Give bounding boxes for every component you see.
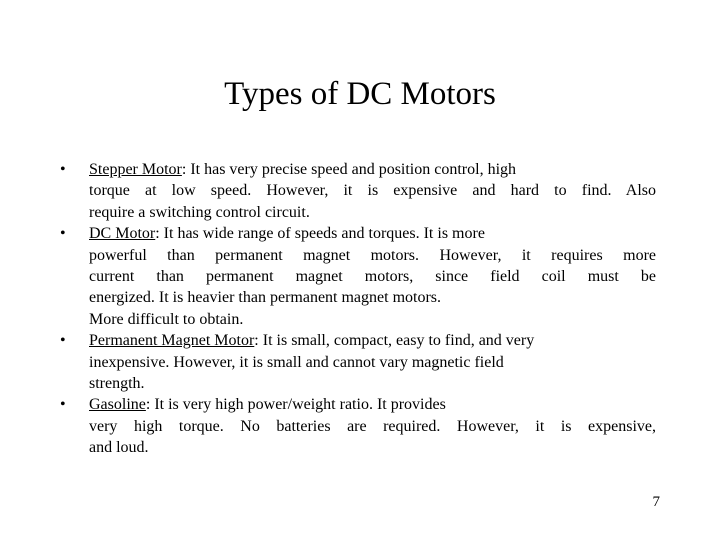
bullet-line: More difficult to obtain.: [89, 310, 244, 328]
bullet-item-gasoline: [60, 394, 656, 458]
bullet-line: [89, 394, 656, 415]
bullet-line: [89, 330, 656, 351]
bullet-icon: •: [60, 225, 66, 243]
bullet-icon: •: [60, 161, 66, 178]
bullet-line: current than permanent magnet motors, since field coil must be: [89, 268, 656, 286]
bullet-item-dc-motor: [60, 223, 656, 330]
bullet-list: [60, 159, 656, 459]
bullet-text: : It is small, compact, easy to find, and very: [254, 332, 535, 350]
bullet-line: inexpensive. However, it is small and cannot vary magnetic field: [89, 353, 504, 371]
bullet-icon: •: [60, 332, 66, 350]
bullet-item-stepper-motor: [60, 159, 656, 223]
bullet-line: [89, 223, 656, 244]
bullet-line: powerful than permanent magnet motors. However, it requires more: [89, 246, 656, 264]
term-label: Stepper Motor: [89, 161, 182, 178]
term-label: Gasoline: [89, 396, 146, 414]
bullet-text: : It has wide range of speeds and torques. It is more: [155, 225, 485, 243]
bullet-line: require a switching control circuit.: [89, 203, 310, 221]
bullet-line: very high torque. No batteries are required. However, it is expensive,: [89, 417, 656, 435]
bullet-text: : It has very precise speed and position control, high: [181, 161, 517, 178]
page-number: 7: [652, 494, 660, 510]
bullet-line: and loud.: [89, 439, 149, 457]
bullet-line: strength.: [89, 375, 145, 393]
bullet-line: energized. It is heavier than permanent magnet motors.: [89, 289, 442, 307]
bullet-item-permanent-magnet-motor: [60, 330, 656, 394]
term-label: Permanent Magnet Motor: [89, 332, 255, 350]
bullet-text: : It is very high power/weight ratio. It provides: [145, 396, 446, 414]
term-label: DC Motor: [89, 225, 156, 243]
bullet-line: [89, 159, 656, 180]
bullet-line: torque at low speed. However, it is expensive and hard to find. Also: [89, 182, 656, 200]
slide-title: Types of DC Motors: [224, 76, 496, 112]
bullet-icon: •: [60, 396, 66, 414]
